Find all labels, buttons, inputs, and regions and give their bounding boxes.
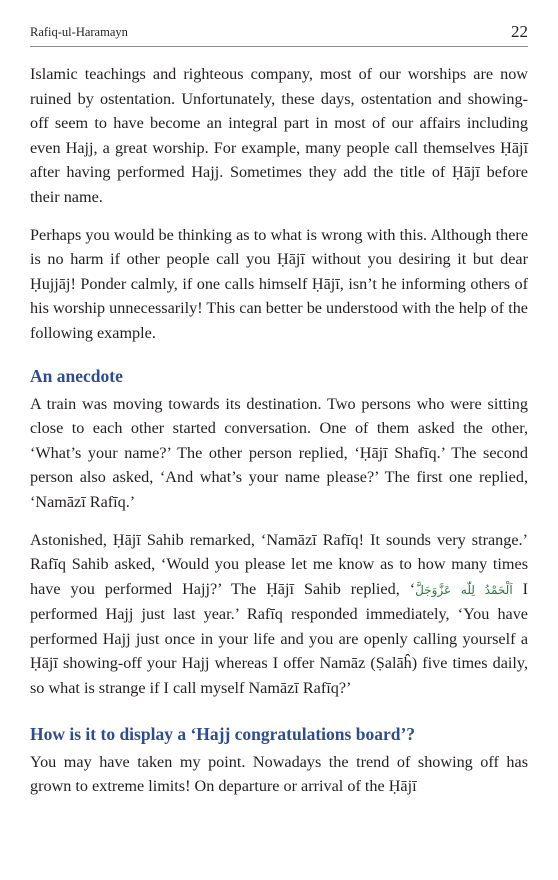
paragraph-question: Perhaps you would be thinking as to what is wrong with this. Although there is no harm if other people call you Ḥājī without you desiring it but dear Ḥujjāj! Ponder calmly, if one calls himself Ḥājī, isn’t he informing others of his worship unnecessarily! This can better be understood with the help of the following example. bbox=[30, 225, 528, 342]
paragraph-namazi-rafiq bbox=[30, 528, 528, 701]
heading-congratulations-board: How is it to display a ‘Hajj congratulations board’? bbox=[30, 723, 416, 744]
paragraph-train-story: A train was moving towards its destination. Two persons who were sitting close to each other started conversation. One of them asked the other, ‘What’s your name?’ The other person replied, ‘Ḥājī Shafīq.’ The second person also asked, ‘And what’s your name please?’ The first one replied, ‘Namāzī Rafīq.’ bbox=[30, 394, 528, 511]
paragraph-text-start: Astonished, Ḥājī Sahib remarked, ‘Namāzī Rafīq! It sounds very strange.’ Rafīq Sahib asked, ‘Would you please let me know as to how many times have you performed Hajj?’ The Ḥājī Sahib replied, ‘ bbox=[30, 530, 528, 598]
page-body bbox=[30, 62, 528, 812]
page-header bbox=[30, 22, 528, 47]
arabic-praise-phrase: اَلْحَمْدُ لِلّٰه عَزَّوَجَلَّ bbox=[415, 582, 513, 597]
paragraph-text-end: I performed Hajj just last year.’ Rafīq responded immediately, ‘You have performed Hajj just once in your life and you are openly calling yourself a Ḥājī showing-off your Hajj whereas I offer Namāz (Ṣalāĥ) five times daily, so what is strange if I call myself Namāzī Rafīq?’ bbox=[30, 579, 528, 698]
paragraph-intro: Islamic teachings and righteous company, most of our worships are now ruined by ostentation. Unfortunately, these days, ostentation and showing-off seem to have become an integral part in most of our affairs including even Hajj, a great worship. For example, many people call themselves Ḥājī after having performed Hajj. Sometimes they add the title of Ḥājī before their name. bbox=[30, 65, 528, 206]
running-title: Rafiq-ul-Haramayn bbox=[30, 25, 128, 39]
heading-anecdote: An anecdote bbox=[30, 365, 123, 386]
paragraph-showing-off-trend: You may have taken my point. Nowadays the trend of showing off has grown to extreme limits! On departure or arrival of the Ḥājī bbox=[30, 752, 528, 796]
page-number: 22 bbox=[511, 22, 528, 41]
